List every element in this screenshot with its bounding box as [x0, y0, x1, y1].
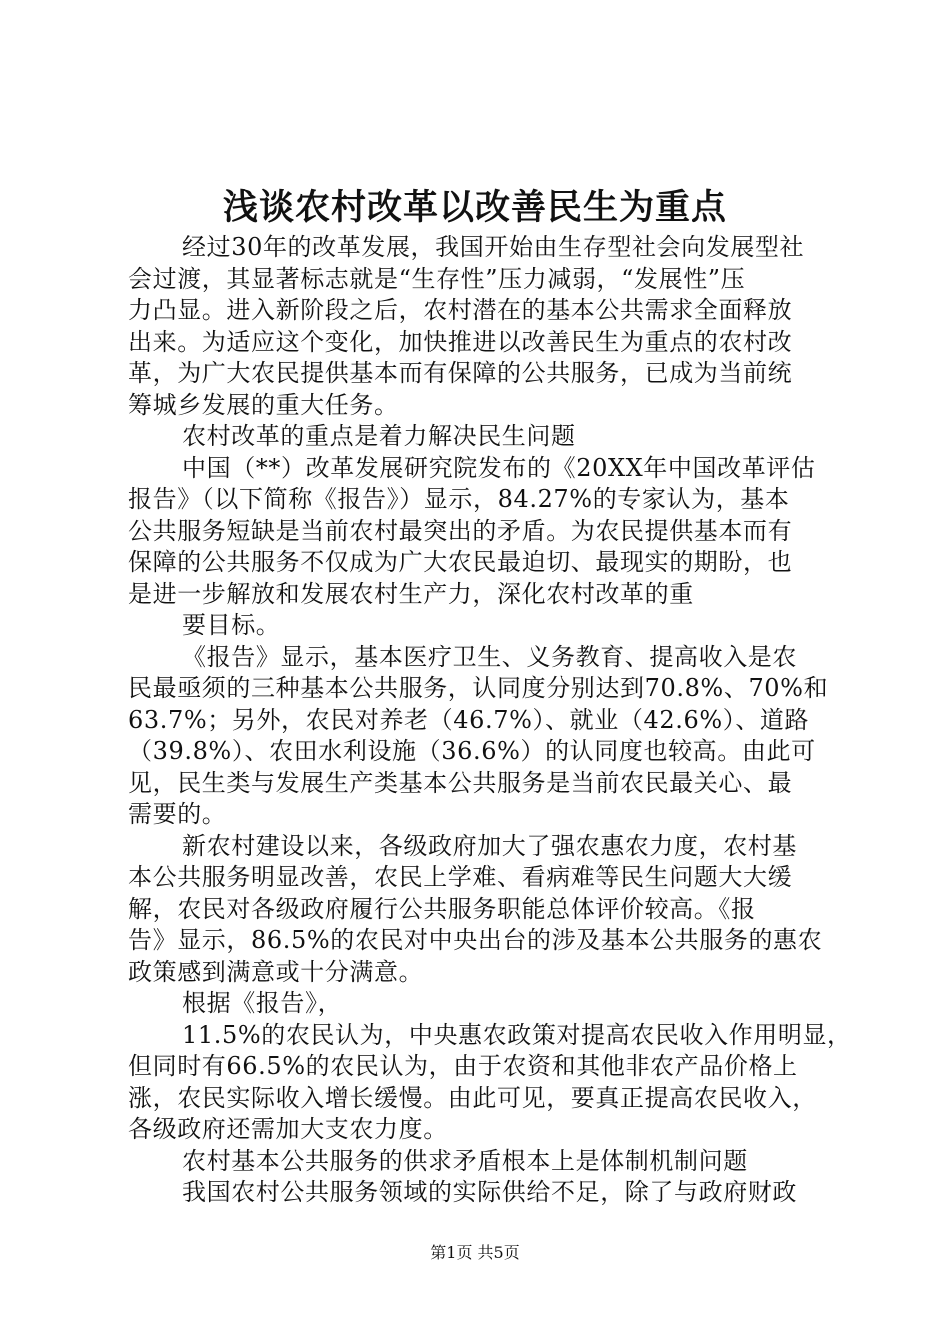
text-line: 政策感到满意或十分满意。 — [128, 957, 424, 986]
text-line: 解，农民对各级政府履行公共服务职能总体评价较高。《报 — [128, 894, 756, 923]
text-line: 筹城乡发展的重大任务。 — [128, 390, 399, 419]
text-line: 我国农村公共服务领域的实际供给不足，除了与政府财政 — [182, 1178, 797, 1206]
text-line: 根据《报告》， — [182, 989, 343, 1017]
text-line: 《报告》显示，基本医疗卫生、义务教育、提高收入是农 — [182, 642, 797, 671]
text-line: 经过30年的改革发展，我国开始由生存型社会向发展型社 — [182, 233, 805, 261]
text-line: 新农村建设以来，各级政府加大了强农惠农力度，农村基 — [182, 831, 797, 860]
text-line: 保障的公共服务不仅成为广大农民最迫切、最现实的期盼，也 — [128, 548, 793, 576]
text-line: 中国（**）改革发展研究院发布的《20XX年中国改革评估 — [182, 453, 816, 482]
text-line: 要目标。 — [182, 611, 281, 639]
section-heading: 农村基本公共服务的供求矛盾根本上是体制机制问题 — [182, 1146, 748, 1175]
text-line: 报告》（以下简称《报告》）显示，84.27%的专家认为，基本 — [128, 485, 790, 513]
text-line: 但同时有66.5%的农民认为，由于农资和其他非农产品价格上 — [128, 1052, 798, 1080]
text-line: 革，为广大农民提供基本而有保障的公共服务，已成为当前统 — [128, 359, 793, 387]
document-title: 浅谈农村改革以改善民生为重点 — [222, 187, 727, 228]
text-line: 会过渡，其显著标志就是“生存性”压力减弱，“发展性”压 — [128, 264, 746, 293]
text-line: 各级政府还需加大支农力度。 — [128, 1115, 448, 1143]
text-line: 公共服务短缺是当前农村最突出的矛盾。为农民提供基本而有 — [128, 516, 793, 545]
text-line: 是进一步解放和发展农村生产力，深化农村改革的重 — [128, 579, 694, 608]
section-heading: 农村改革的重点是着力解决民生问题 — [182, 422, 576, 450]
text-line: 出来。为适应这个变化，加快推进以改善民生为重点的农村改 — [128, 327, 793, 356]
text-line: 需要的。 — [128, 800, 227, 828]
text-line: （39.8%）、农田水利设施（36.6%）的认同度也较高。由此可 — [128, 737, 816, 765]
text-line: 涨，农民实际收入增长缓慢。由此可见，要真正提高农民收入， — [128, 1083, 817, 1112]
document-body — [128, 232, 852, 1209]
text-line: 11.5%的农民认为，中央惠农政策对提高农民收入作用明显， — [182, 1020, 852, 1049]
text-line: 本公共服务明显改善，农民上学难、看病难等民生问题大大缓 — [128, 863, 793, 891]
text-line: 力凸显。进入新阶段之后，农村潜在的基本公共需求全面释放 — [128, 296, 793, 324]
page-footer: 第1页 共5页 — [430, 1243, 520, 1262]
text-line: 见，民生类与发展生产类基本公共服务是当前农民最关心、最 — [128, 768, 793, 797]
text-line: 63.7%；另外，农民对养老（46.7%）、就业（42.6%）、道路 — [128, 705, 810, 734]
text-line: 告》显示，86.5%的农民对中央出台的涉及基本公共服务的惠农 — [128, 926, 823, 954]
text-line: 民最亟须的三种基本公共服务，认同度分别达到70.8%、70%和 — [128, 674, 829, 702]
